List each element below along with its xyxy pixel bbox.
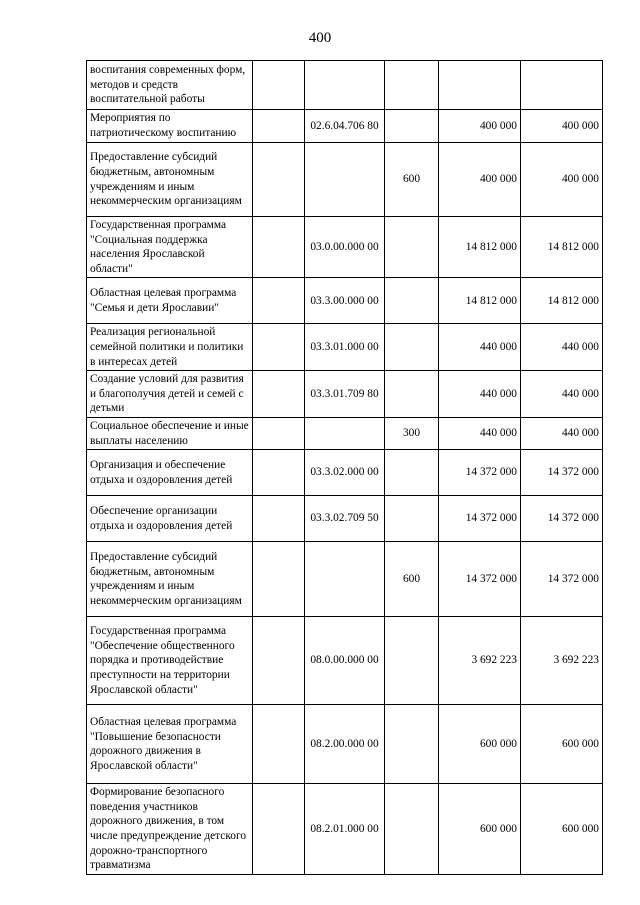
row-value-cell: 14 372 000 bbox=[521, 450, 603, 496]
row-value-cell: 3 692 223 bbox=[521, 617, 603, 705]
row-value-cell: 440 000 bbox=[439, 417, 521, 449]
row-type-cell: 300 bbox=[385, 417, 439, 449]
table-row bbox=[87, 110, 603, 143]
table-row bbox=[87, 278, 603, 324]
page-number: 400 bbox=[308, 30, 332, 46]
row-value-cell: 3 692 223 bbox=[439, 617, 521, 705]
row-code-cell: 03.3.02.000 00 bbox=[305, 450, 385, 496]
row-code-cell: 03.3.00.000 00 bbox=[305, 278, 385, 324]
row-name-cell: воспитания современных форм, методов и средств воспитательной работы bbox=[87, 61, 253, 110]
row-value-cell: 440 000 bbox=[521, 324, 603, 371]
row-blank-cell bbox=[253, 417, 305, 449]
row-value-cell: 440 000 bbox=[521, 371, 603, 418]
row-code-cell bbox=[305, 143, 385, 217]
row-blank-cell bbox=[253, 217, 305, 278]
row-code-cell: 08.2.01.000 00 bbox=[305, 784, 385, 875]
row-value-cell: 14 372 000 bbox=[439, 542, 521, 617]
table-row bbox=[87, 705, 603, 784]
row-type-cell bbox=[385, 324, 439, 371]
row-name-cell: Государственная программа "Обеспечение общественного порядка и противодействие преступности на территории Ярославской области" bbox=[87, 617, 253, 705]
row-type-cell bbox=[385, 784, 439, 875]
row-value-cell: 400 000 bbox=[439, 143, 521, 217]
row-blank-cell bbox=[253, 61, 305, 110]
row-value-cell: 400 000 bbox=[439, 110, 521, 143]
table-row bbox=[87, 450, 603, 496]
row-name-cell: Государственная программа "Социальная поддержка населения Ярославской области" bbox=[87, 217, 253, 278]
row-name-cell: Мероприятия по патриотическому воспитанию bbox=[87, 110, 253, 143]
row-blank-cell bbox=[253, 110, 305, 143]
row-value-cell: 14 812 000 bbox=[439, 217, 521, 278]
row-name-cell: Обеспечение организации отдыха и оздоровления детей bbox=[87, 496, 253, 542]
row-type-cell bbox=[385, 705, 439, 784]
table-row bbox=[87, 417, 603, 449]
row-value-cell: 400 000 bbox=[521, 143, 603, 217]
row-name-cell: Областная целевая программа "Повышение безопасности дорожного движения в Ярославской области" bbox=[87, 705, 253, 784]
budget-table bbox=[86, 60, 603, 875]
row-name-cell: Социальное обеспечение и иные выплаты населению bbox=[87, 417, 253, 449]
row-code-cell: 08.0.00.000 00 bbox=[305, 617, 385, 705]
row-name-cell: Областная целевая программа "Семья и дети Ярославии" bbox=[87, 278, 253, 324]
row-code-cell: 02.6.04.706 80 bbox=[305, 110, 385, 143]
row-type-cell bbox=[385, 450, 439, 496]
row-type-cell bbox=[385, 496, 439, 542]
row-type-cell bbox=[385, 371, 439, 418]
row-type-cell bbox=[385, 217, 439, 278]
row-value-cell: 14 372 000 bbox=[521, 542, 603, 617]
row-value-cell: 600 000 bbox=[521, 784, 603, 875]
table-row bbox=[87, 217, 603, 278]
row-value-cell: 440 000 bbox=[439, 371, 521, 418]
row-code-cell: 03.3.01.709 80 bbox=[305, 371, 385, 418]
table-row bbox=[87, 324, 603, 371]
row-value-cell: 600 000 bbox=[521, 705, 603, 784]
row-type-cell bbox=[385, 61, 439, 110]
row-type-cell bbox=[385, 617, 439, 705]
row-value-cell: 600 000 bbox=[439, 705, 521, 784]
table-row bbox=[87, 542, 603, 617]
row-code-cell: 08.2.00.000 00 bbox=[305, 705, 385, 784]
table-row bbox=[87, 143, 603, 217]
row-code-cell: 03.3.02.709 50 bbox=[305, 496, 385, 542]
row-type-cell: 600 bbox=[385, 143, 439, 217]
row-value-cell: 14 812 000 bbox=[521, 278, 603, 324]
row-name-cell: Формирование безопасного поведения участников дорожного движения, в том числе предупреждение детского дорожно-транспортного травматизма bbox=[87, 784, 253, 875]
row-code-cell: 03.0.00.000 00 bbox=[305, 217, 385, 278]
row-value-cell: 400 000 bbox=[521, 110, 603, 143]
row-value-cell bbox=[521, 61, 603, 110]
row-blank-cell bbox=[253, 542, 305, 617]
row-name-cell: Предоставление субсидий бюджетным, автономным учреждениям и иным некоммерческим организациям bbox=[87, 542, 253, 617]
table-row bbox=[87, 784, 603, 875]
row-code-cell: 03.3.01.000 00 bbox=[305, 324, 385, 371]
row-blank-cell bbox=[253, 496, 305, 542]
row-type-cell bbox=[385, 278, 439, 324]
table-row bbox=[87, 617, 603, 705]
row-value-cell bbox=[439, 61, 521, 110]
row-code-cell bbox=[305, 417, 385, 449]
row-blank-cell bbox=[253, 450, 305, 496]
row-code-cell bbox=[305, 542, 385, 617]
row-blank-cell bbox=[253, 784, 305, 875]
row-type-cell: 600 bbox=[385, 542, 439, 617]
row-value-cell: 14 812 000 bbox=[521, 217, 603, 278]
row-blank-cell bbox=[253, 617, 305, 705]
row-value-cell: 14 372 000 bbox=[439, 496, 521, 542]
row-name-cell: Организация и обеспечение отдыха и оздоровления детей bbox=[87, 450, 253, 496]
row-value-cell: 600 000 bbox=[439, 784, 521, 875]
row-code-cell bbox=[305, 61, 385, 110]
row-blank-cell bbox=[253, 324, 305, 371]
row-value-cell: 14 372 000 bbox=[521, 496, 603, 542]
row-value-cell: 14 372 000 bbox=[439, 450, 521, 496]
table-row bbox=[87, 496, 603, 542]
row-value-cell: 440 000 bbox=[521, 417, 603, 449]
table-row bbox=[87, 371, 603, 418]
row-name-cell: Реализация региональной семейной политики и политики в интересах детей bbox=[87, 324, 253, 371]
row-blank-cell bbox=[253, 278, 305, 324]
row-name-cell: Создание условий для развития и благополучия детей и семей с детьми bbox=[87, 371, 253, 418]
table-row bbox=[87, 61, 603, 110]
row-blank-cell bbox=[253, 705, 305, 784]
row-name-cell: Предоставление субсидий бюджетным, автономным учреждениям и иным некоммерческим организациям bbox=[87, 143, 253, 217]
row-type-cell bbox=[385, 110, 439, 143]
row-value-cell: 440 000 bbox=[439, 324, 521, 371]
row-blank-cell bbox=[253, 371, 305, 418]
row-blank-cell bbox=[253, 143, 305, 217]
row-value-cell: 14 812 000 bbox=[439, 278, 521, 324]
